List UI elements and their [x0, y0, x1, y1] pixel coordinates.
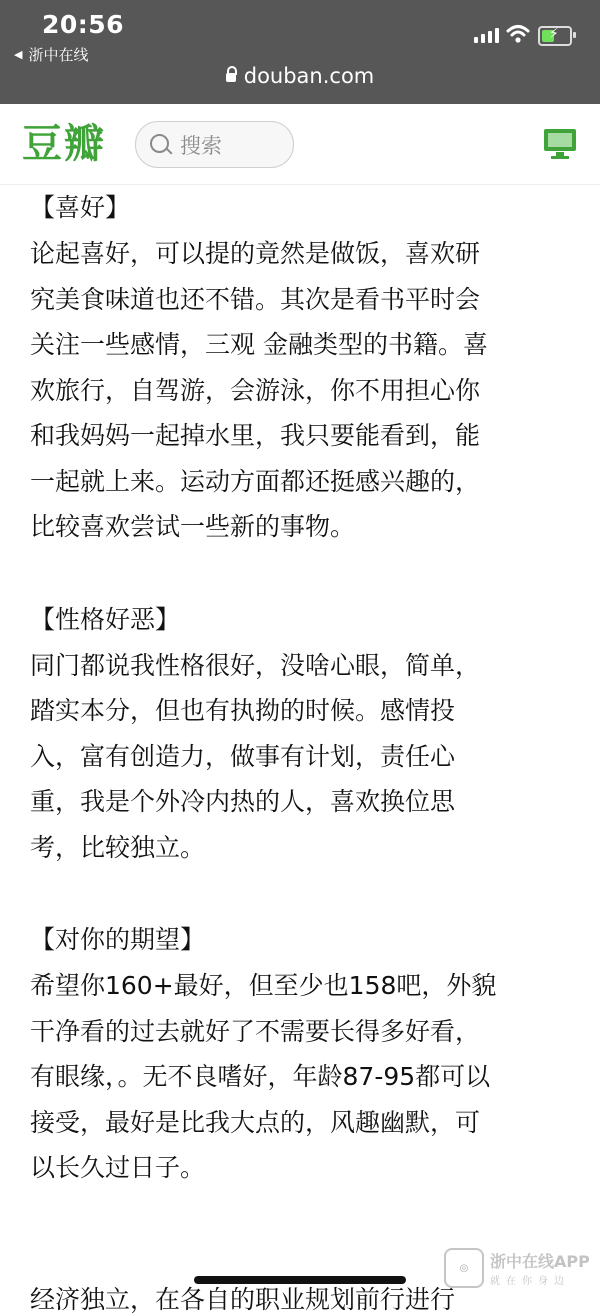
text-line: 以长久过日子。	[30, 1153, 206, 1182]
home-indicator[interactable]	[194, 1276, 406, 1284]
section-hobbies	[30, 185, 570, 550]
section-title: 【喜好】	[30, 193, 131, 222]
wifi-icon	[506, 24, 530, 44]
search-placeholder: 搜索	[180, 133, 222, 158]
text-line: 比较喜欢尝试一些新的事物。	[30, 512, 356, 541]
cut-off-text-line: 经济独立，在各自的职业规划前行进行	[30, 1285, 456, 1314]
back-triangle-icon: ◀	[14, 48, 23, 61]
text-line: 干净看的过去就好了不需要长得多好看，	[30, 1016, 481, 1046]
watermark-logo-icon: ◎	[444, 1248, 484, 1288]
search-icon	[150, 134, 172, 156]
watermark-title: 浙中在线APP	[490, 1252, 590, 1271]
text-line: 重，我是个外冷内热的人，喜欢换位思	[30, 787, 456, 816]
text-line: 接受，最好是比我大点的，风趣幽默，可	[30, 1107, 481, 1137]
section-title: 【对你的期望】	[30, 925, 206, 954]
text-line: 论起喜好，可以提的竟然是做饭，喜欢研	[30, 239, 481, 268]
douban-header	[0, 104, 600, 185]
watermark-subtitle: 就在你身边	[490, 1276, 570, 1287]
address-bar[interactable]	[0, 64, 600, 88]
text-line: 入，富有创造力，做事有计划，责任心	[30, 741, 456, 771]
back-to-app-button[interactable]	[14, 44, 88, 65]
cellular-signal-icon	[474, 28, 499, 43]
status-time: 20:56	[42, 10, 125, 39]
text-line: 和我妈妈一起掉水里，我只要能看到，能	[30, 421, 481, 450]
text-line: 究美食味道也还不错。其次是看书平时会	[30, 284, 481, 314]
text-line: 希望你160+最好，但至少也158吧，外貌	[30, 971, 497, 1000]
section-title: 【性格好恶】	[30, 604, 181, 634]
text-line: 关注一些感情，三观 金融类型的书籍。喜	[30, 330, 488, 359]
search-box[interactable]	[135, 121, 294, 168]
douban-logo[interactable]: 豆瓣	[22, 121, 106, 167]
section-personality	[30, 597, 570, 871]
section-expectations	[30, 917, 570, 1191]
desktop-monitor-icon[interactable]	[543, 128, 577, 160]
text-line: 踏实本分，但也有执拗的时候。感情投	[30, 696, 456, 725]
back-app-label: 浙中在线	[28, 46, 89, 64]
text-line: 有眼缘，。无不良嗜好，年龄87-95都可以	[30, 1062, 491, 1091]
text-line: 同门都说我性格很好，没啥心眼，简单，	[30, 650, 481, 680]
battery-icon: ⚡	[538, 26, 572, 46]
url-text: douban.com	[243, 64, 375, 88]
lock-icon	[226, 73, 236, 82]
text-line: 考，比较独立。	[30, 832, 206, 862]
zhezhong-watermark	[444, 1248, 590, 1288]
profile-content	[30, 185, 570, 1191]
text-line: 欢旅行，自驾游，会游泳，你不用担心你	[30, 375, 481, 405]
status-bar	[0, 0, 600, 104]
text-line: 一起就上来。运动方面都还挺感兴趣的，	[30, 466, 481, 496]
